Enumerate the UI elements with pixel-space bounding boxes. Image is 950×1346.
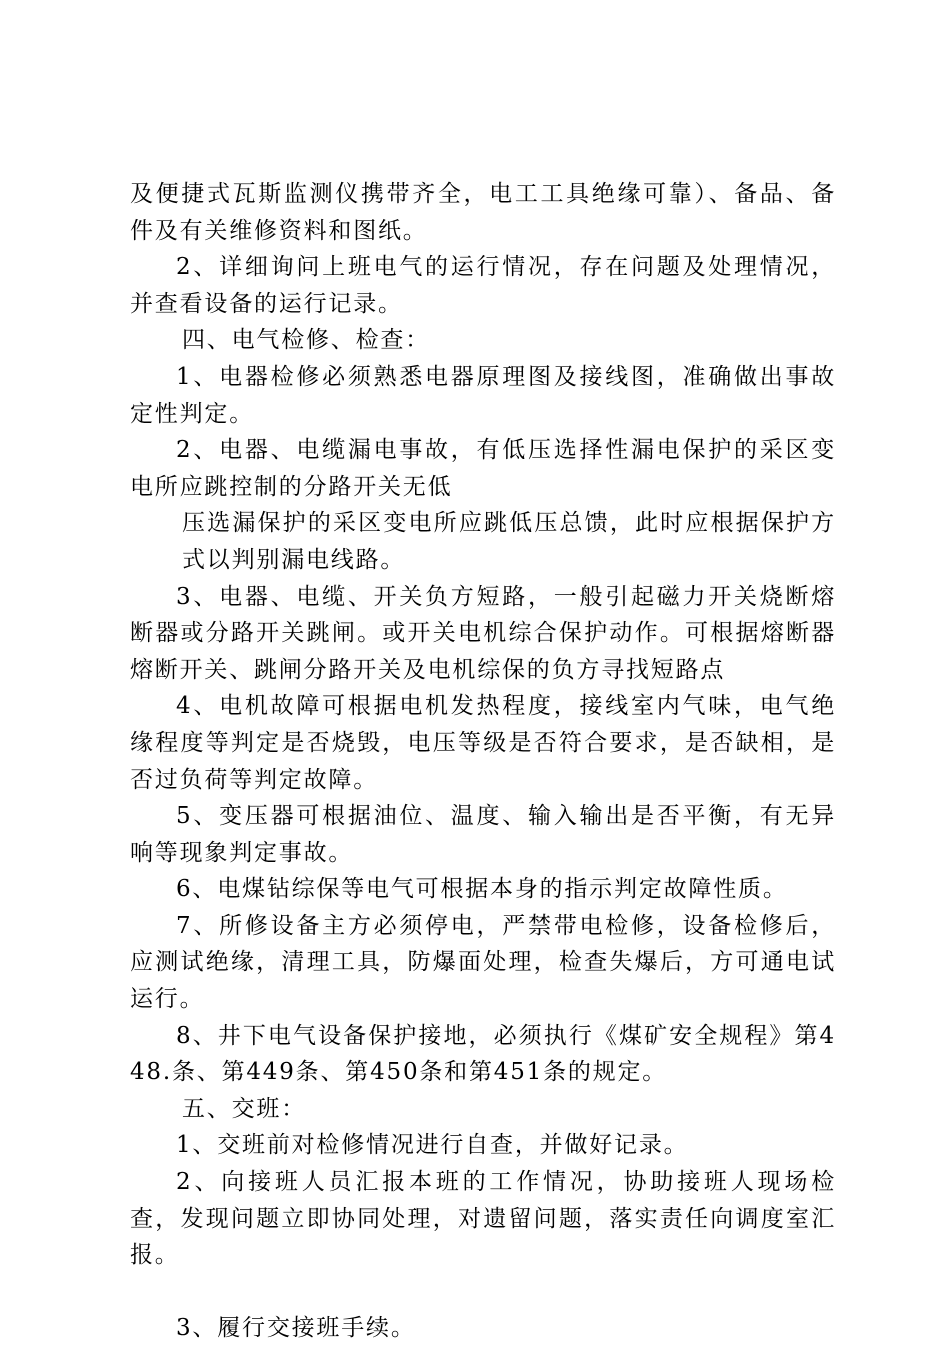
paragraph-item-2-leakage-continued: 压选漏保护的采区变电所应跳低压总馈，此时应根据保护方式以判别漏电线路。 xyxy=(182,510,836,573)
paragraph-handover-3-procedures: 3、履行交接班手续。 xyxy=(176,1314,416,1341)
paragraph-item-5-transformer: 5、变压器可根据油位、温度、输入输出是否平衡，有无异响等现象判定事故。 xyxy=(130,803,836,866)
paragraph-item-1-diagrams: 1、电器检修必须熟悉电器原理图及接线图，准确做出事故定性判定。 xyxy=(130,363,836,427)
section-heading-inspection: 四、电气检修、检查： xyxy=(182,327,430,354)
paragraph-item-2-leakage: 2、电器、电缆漏电事故，有低压选择性漏电保护的采区变电所应跳控制的分路开关无低 xyxy=(130,437,836,500)
paragraph-item-6-drill-protection: 6、电煤钻综保等电气可根据本身的指示判定故障性质。 xyxy=(176,876,788,903)
document-body xyxy=(130,176,836,1346)
paragraph-item-3-short-circuit: 3、电器、电缆、开关负方短路，一般引起磁力开关烧断熔断器或分路开关跳闸。或开关电机综合保护动作。可根据熔断器熔断开关、跳闸分路开关及电机综保的负方寻找短路点 xyxy=(130,583,836,683)
paragraph-item-4-motor-fault: 4、电机故障可根据电机发热程度，接线室内气味，电气绝缘程度等判定是否烧毁，电压等级是否符合要求，是否缺相，是否过负荷等判定故障。 xyxy=(130,693,836,793)
paragraph-equipment-continuation: 及便捷式瓦斯监测仪携带齐全，电工工具绝缘可靠）、备品、备件及有关维修资料和图纸。 xyxy=(130,181,836,244)
paragraph-item-8-grounding: 8、井下电气设备保护接地，必须执行《煤矿安全规程》第448.条、第449条、第450条和第451条的规定。 xyxy=(130,1022,836,1086)
section-heading-handover: 五、交班： xyxy=(182,1095,306,1122)
paragraph-handover-2-report: 2、向接班人员汇报本班的工作情况，协助接班人现场检查，发现问题立即协同处理，对遗留问题，落实责任向调度室汇报。 xyxy=(130,1169,836,1269)
paragraph-inquire-previous-shift: 2、详细询问上班电气的运行情况，存在问题及处理情况，并查看设备的运行记录。 xyxy=(130,254,836,317)
paragraph-handover-1-self-check: 1、交班前对检修情况进行自查，并做好记录。 xyxy=(176,1132,689,1159)
paragraph-item-7-power-off: 7、所修设备主方必须停电，严禁带电检修，设备检修后，应测试绝缘，清理工具，防爆面处理，检查失爆后，方可通电试运行。 xyxy=(130,912,836,1013)
